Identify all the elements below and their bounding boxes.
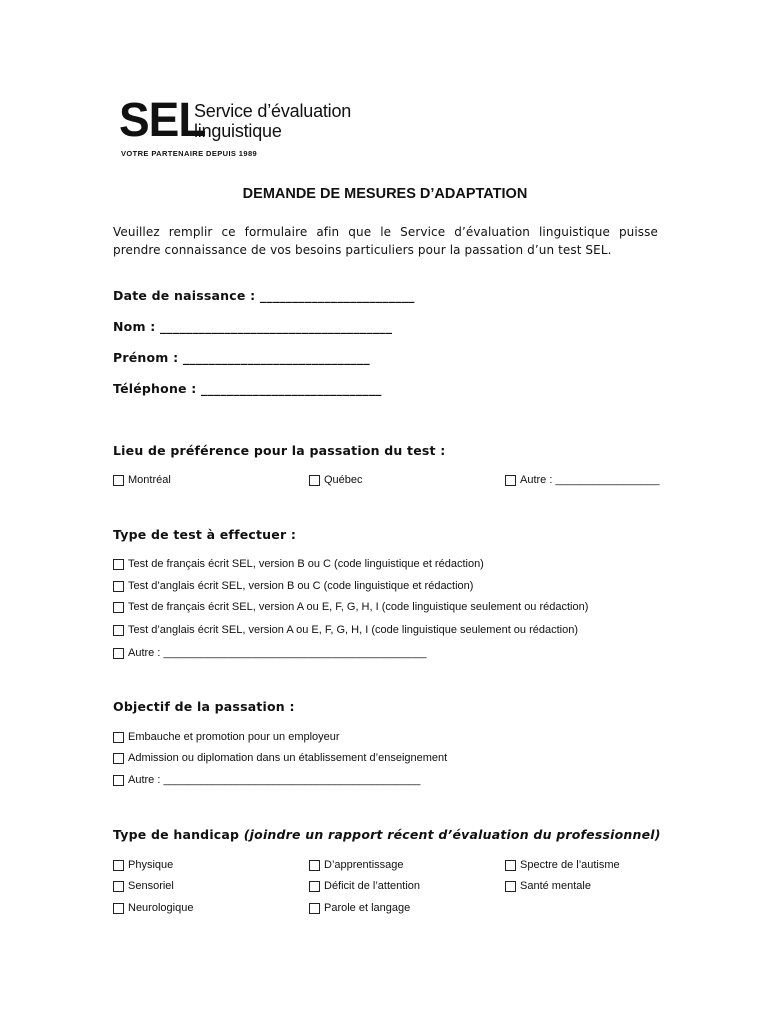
checkbox[interactable] [505, 881, 516, 892]
handicap-option[interactable] [309, 902, 410, 914]
logo-tagline: VOTRE PARTENAIRE DEPUIS 1989 [121, 149, 258, 158]
lieu-option[interactable] [113, 474, 171, 486]
option-label: Sensoriel [128, 880, 174, 892]
handicap-option[interactable] [505, 859, 620, 871]
option-label: Embauche et promotion pour un employeur [128, 731, 340, 743]
lieu-heading: Lieu de préférence pour la passation du test : [113, 443, 446, 458]
checkbox[interactable] [113, 775, 124, 786]
logo-acronym: SEL [119, 91, 206, 147]
option-label: D’apprentissage [324, 859, 404, 871]
checkbox[interactable] [113, 648, 124, 659]
option-label: Autre : _________________ [520, 474, 660, 486]
checkbox[interactable] [505, 860, 516, 871]
handicap-option[interactable] [309, 880, 420, 892]
type-test-option[interactable] [113, 558, 484, 570]
form-title: DEMANDE DE MESURES D’ADAPTATION [242, 186, 528, 202]
handicap-heading-main: Type de handicap [113, 827, 244, 842]
handicap-heading-note: (joindre un rapport récent d’évaluation du professionnel) [243, 827, 661, 842]
logo-name-line2: linguistique [194, 121, 282, 141]
option-label: Test de français écrit SEL, version A ou E, F, G, H, I (code linguistique seulement ou rédaction) [128, 601, 589, 613]
option-label: Physique [128, 859, 174, 871]
birth-date-field[interactable]: Date de naissance : ________________________ [113, 288, 415, 303]
option-label: Spectre de l’autisme [520, 859, 620, 871]
type-test-heading: Type de test à effectuer : [113, 527, 297, 542]
lieu-option[interactable] [309, 474, 363, 486]
option-label: Déficit de l’attention [324, 880, 420, 892]
option-label: Autre : __________________________________________ [128, 774, 421, 786]
objectif-option[interactable] [113, 774, 420, 786]
option-label: Autre : ___________________________________________ [128, 647, 427, 659]
option-label: Parole et langage [324, 902, 411, 914]
checkbox[interactable] [113, 625, 124, 636]
option-label: Québec [324, 474, 363, 486]
option-label: Admission ou diplomation dans un établissement d’enseignement [128, 752, 448, 764]
checkbox[interactable] [113, 903, 124, 914]
checkbox[interactable] [309, 881, 320, 892]
checkbox[interactable] [309, 475, 320, 486]
checkbox[interactable] [113, 581, 124, 592]
objectif-option[interactable] [113, 752, 447, 764]
handicap-option[interactable] [113, 902, 193, 914]
checkbox[interactable] [309, 903, 320, 914]
checkbox[interactable] [113, 559, 124, 570]
checkbox[interactable] [113, 475, 124, 486]
nom-field[interactable]: Nom : ____________________________________ [113, 319, 393, 334]
checkbox[interactable] [113, 732, 124, 743]
option-label: Test d’anglais écrit SEL, version A ou E, F, G, H, I (code linguistique seulement ou rédaction) [128, 624, 579, 636]
type-test-option[interactable] [113, 624, 578, 636]
option-label: Test d’anglais écrit SEL, version B ou C (code linguistique et rédaction) [128, 580, 474, 592]
type-test-option[interactable] [113, 601, 588, 613]
handicap-option[interactable] [505, 880, 591, 892]
handicap-option[interactable] [309, 859, 404, 871]
objectif-option[interactable] [113, 731, 340, 743]
checkbox[interactable] [113, 881, 124, 892]
objectif-heading: Objectif de la passation : [113, 699, 295, 714]
type-test-option[interactable] [113, 647, 427, 659]
prenom-field[interactable]: Prénom : _____________________________ [113, 350, 370, 365]
checkbox[interactable] [113, 602, 124, 613]
option-label: Test de français écrit SEL, version B ou C (code linguistique et rédaction) [128, 558, 484, 570]
telephone-field[interactable]: Téléphone : ____________________________ [113, 381, 382, 396]
type-test-option[interactable] [113, 580, 473, 592]
logo-name-line1: Service d’évaluation [194, 101, 352, 121]
option-label: Montréal [128, 474, 171, 486]
handicap-heading [113, 827, 661, 842]
handicap-option[interactable] [113, 880, 174, 892]
lieu-option[interactable] [505, 474, 659, 486]
checkbox[interactable] [505, 475, 516, 486]
checkbox[interactable] [309, 860, 320, 871]
checkbox[interactable] [113, 753, 124, 764]
intro-text: Veuillez remplir ce formulaire afin que le Service d’évaluation linguistique puisse prendre connaissance de vos besoins particuliers pour la passation d’un test SEL. [113, 225, 658, 257]
handicap-option[interactable] [113, 859, 173, 871]
logo-name [194, 101, 351, 141]
checkbox[interactable] [113, 860, 124, 871]
option-label: Neurologique [128, 902, 194, 914]
option-label: Santé mentale [520, 880, 591, 892]
